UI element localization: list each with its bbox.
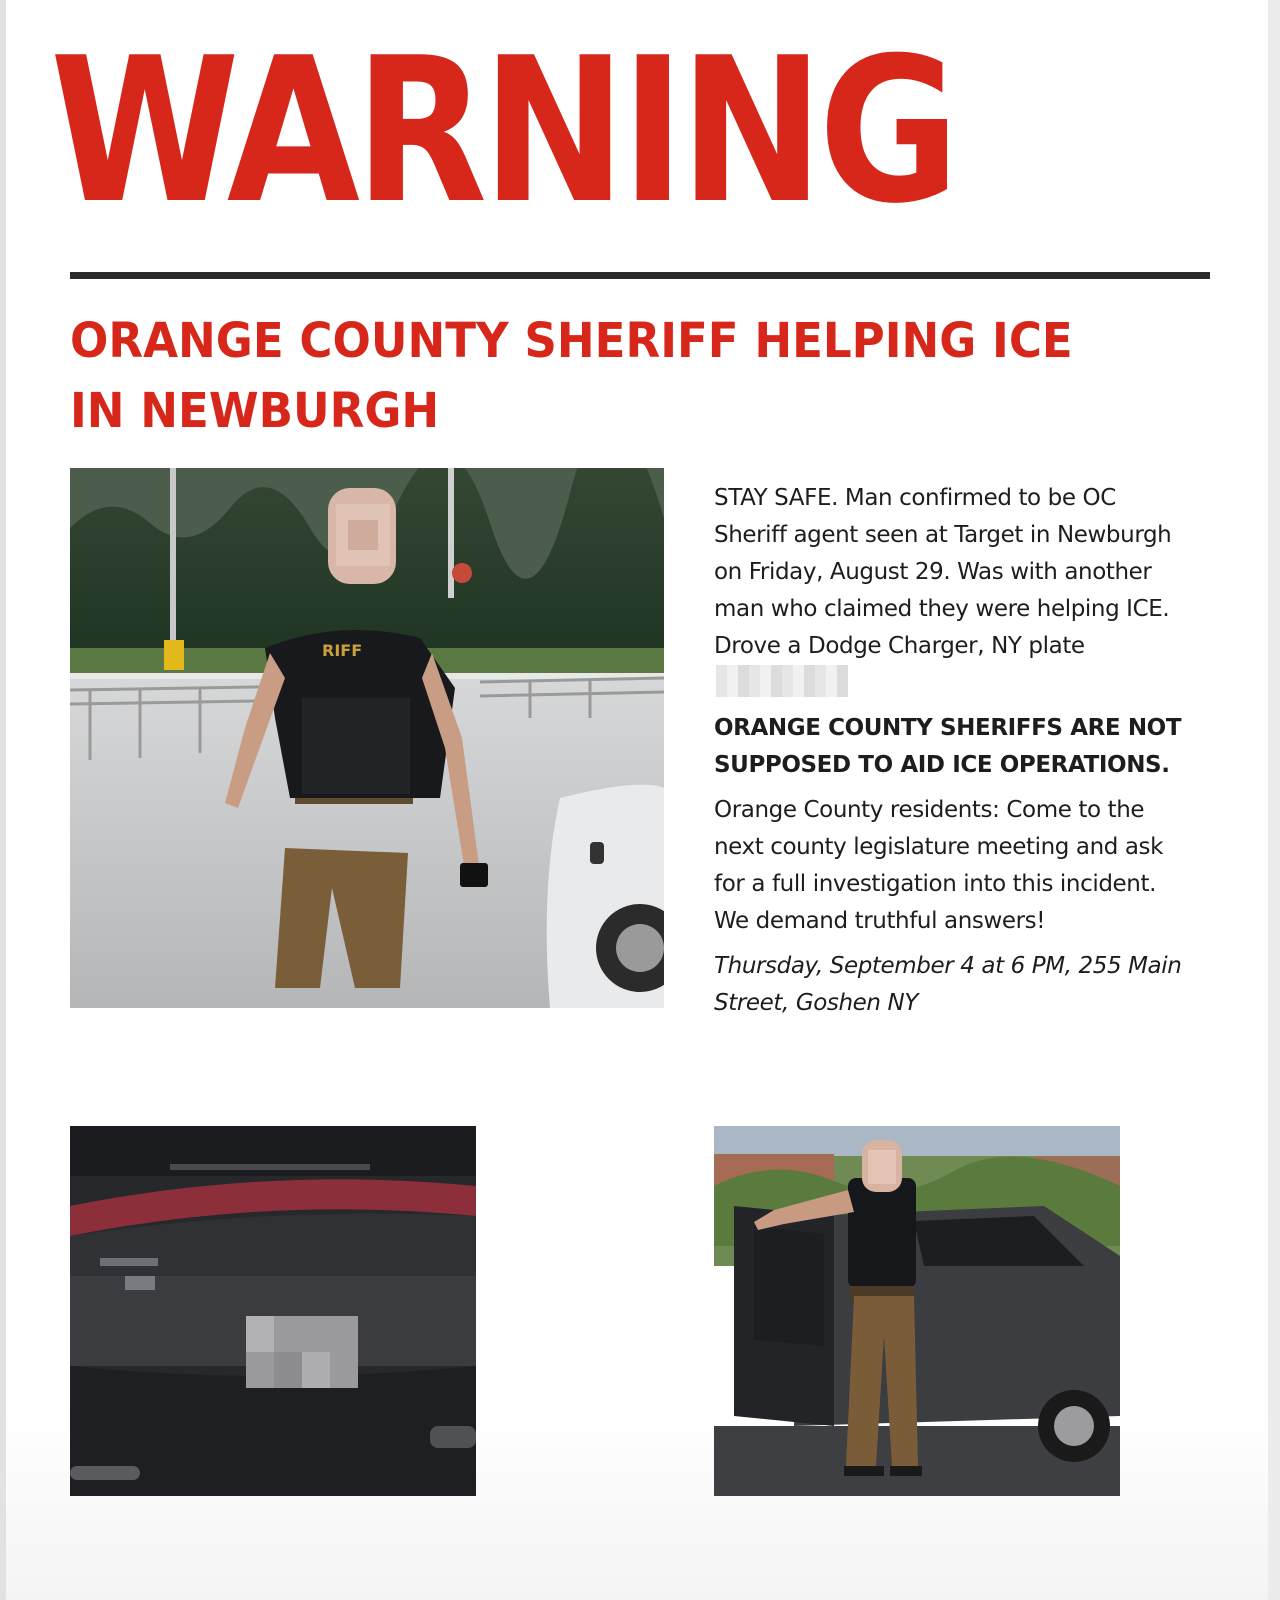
blurred-plate-number — [716, 665, 848, 697]
incident-text: STAY SAFE. Man confirmed to be OC Sheriff agent seen at Target in Newburgh on Friday, August 29. Was with another man who claimed they were helping ICE. Drove a Dodge Charger, NY plate — [714, 485, 1172, 659]
badge-text: RIFF — [322, 641, 363, 660]
photo-officer-car-door — [714, 1126, 1120, 1496]
page-edge-right — [1268, 0, 1280, 1600]
meeting-details: Thursday, September 4 at 6 PM, 255 Main Street, Goshen NY — [714, 953, 1182, 1016]
photo-officer-parking-lot — [70, 468, 664, 1008]
incident-description — [714, 480, 1184, 702]
call-to-action: Orange County residents: Come to the next county legislature meeting and ask for a full investigation into this incident. We demand truthful answers! — [714, 797, 1164, 934]
poster-subtitle: ORANGE COUNTY SHERIFF HELPING ICE IN NEWBURGH — [70, 313, 1073, 439]
alert-statement: ORANGE COUNTY SHERIFFS ARE NOT SUPPOSED TO AID ICE OPERATIONS. — [714, 715, 1182, 778]
warning-headline: WARNING — [50, 15, 955, 248]
article-text — [714, 480, 1184, 1022]
divider-rule — [70, 272, 1210, 279]
photo-car-rear-plate — [70, 1126, 476, 1496]
